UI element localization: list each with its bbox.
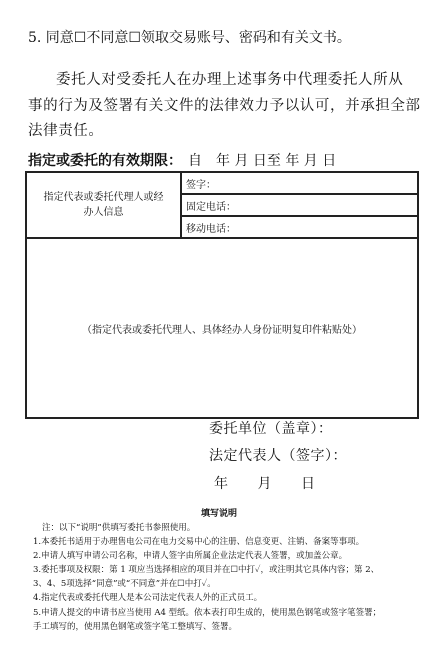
entrusting-unit-seal: 委托单位（盖章）： xyxy=(209,421,333,437)
validity-period xyxy=(28,150,336,170)
note-item: 手工填写的，使用黑色钢笔或签字笔工整填写、签署。 xyxy=(33,622,238,632)
paragraph-line-3: 法律责任。 xyxy=(28,123,104,139)
notes-intro: 注：以下“说明”供填写委托书参照使用。 xyxy=(42,523,196,533)
item-5-text: 5. 同意☐不同意☐领取交易账号、密码和有关文书。 xyxy=(28,30,351,46)
representative-info-table xyxy=(25,171,419,419)
id-copy-paste-area xyxy=(26,238,418,418)
note-item: 2.申请人填写申请公司名称，申请人签字由所属企业法定代表人签署，或加盖公章。 xyxy=(33,551,348,561)
note-item: 5.申请人提交的申请书应当使用 A4 型纸。依本表打印生成的，使用黑色钢笔或签字笔签署； xyxy=(33,608,382,618)
note-item: 3、4、5项选择“同意”或“不同意”并在☐中打✓。 xyxy=(33,579,216,589)
representative-label: 指定代表或委托代理人或经办人信息 xyxy=(26,172,181,238)
validity-label: 指定或委托的有效期限： xyxy=(28,153,182,169)
legal-representative-signature: 法定代表人（签字）： xyxy=(209,448,347,464)
note-item: 3.委托事项及权限：第 1 项应当选择相应的项目并在☐中打✓，或注明其它具体内容；第 2、 xyxy=(33,565,380,575)
signature-field[interactable]: 签字： xyxy=(181,172,418,194)
paragraph-line-1: 委托人对受委托人在办理上述事务中代理委托人所从 xyxy=(56,72,404,88)
mobile-phone-field[interactable]: 移动电话： xyxy=(181,216,418,238)
id-copy-note: （指定代表或委托代理人、具体经办人身份证明复印件粘贴处） xyxy=(82,324,362,336)
note-item: 4.指定代表或委托代理人是本公司法定代表人外的正式员工。 xyxy=(33,593,263,603)
signature-date: 年 月 日 xyxy=(214,476,316,492)
notes-title: 填写说明 xyxy=(200,509,237,519)
paragraph-line-2: 事的行为及签署有关文件的法律效力予以认可，并承担全部 xyxy=(28,98,421,114)
note-item: 1.本委托书适用于办理售电公司在电力交易中心的注册、信息变更、注销、备案等事项。 xyxy=(33,537,365,547)
validity-value: 自 年 月 日至 年 月 日 xyxy=(188,153,337,169)
landline-phone-field[interactable]: 固定电话： xyxy=(181,194,418,216)
